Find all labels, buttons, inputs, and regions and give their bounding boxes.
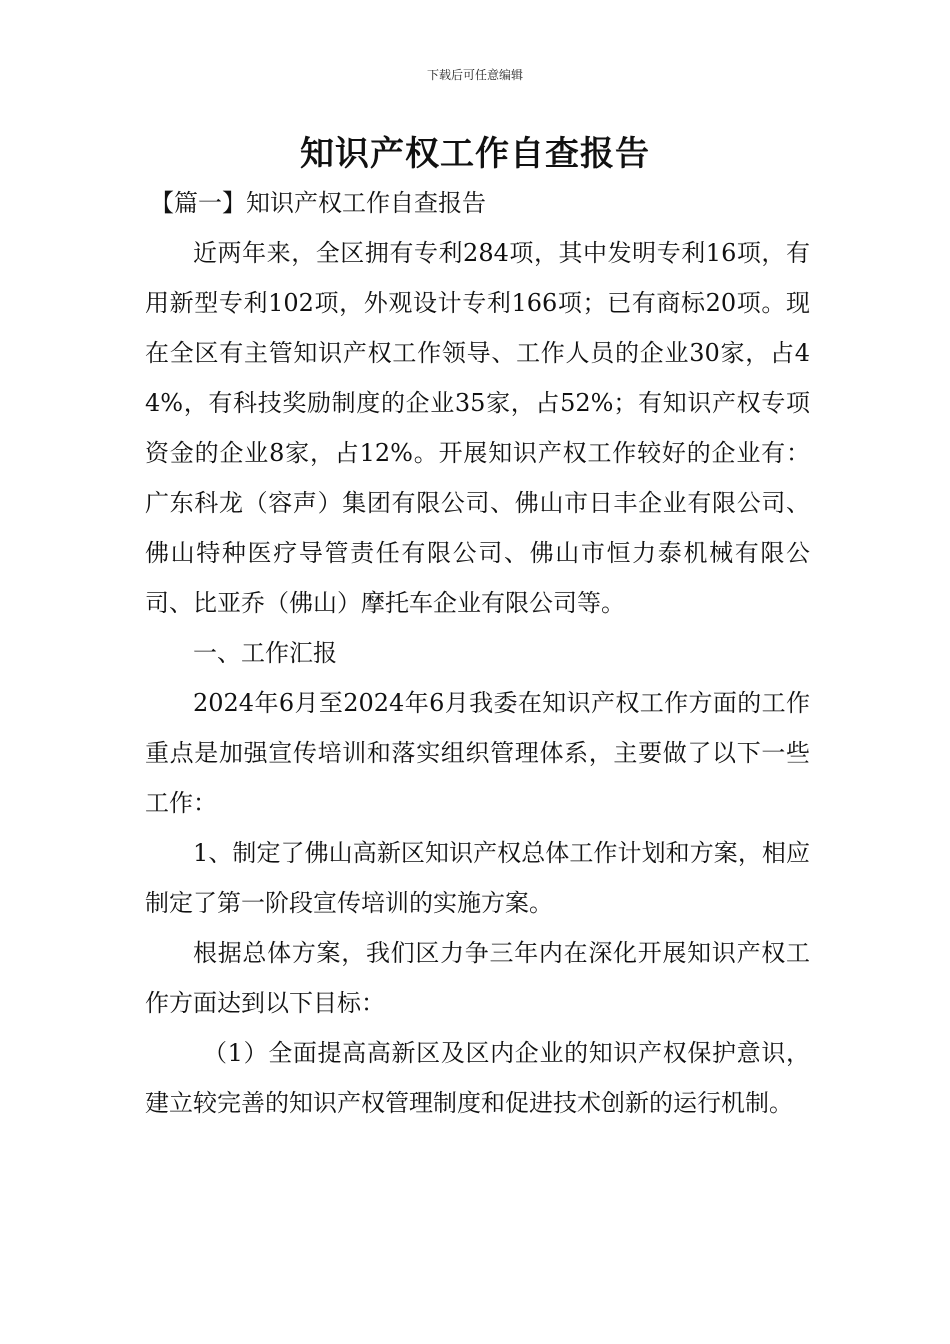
paragraph-statistics: 近两年来，全区拥有专利284项，其中发明专利16项，有用新型专利102项，外观设计专利166项；已有商标20项。现在全区有主管知识产权工作领导、工作人员的企业30家，占44%，有科技奖励制度的企业35家，占52%；有知识产权专项资金的企业8家，占12%。开展知识产权工作较好的企业有：广东科龙（容声）集团有限公司、佛山市日丰企业有限公司、佛山特种医疗导管责任有限公司、佛山市恒力泰机械有限公司、比亚乔（佛山）摩托车企业有限公司等。 (145, 239, 810, 617)
section-heading: 【篇一】知识产权工作自查报告 (150, 189, 486, 217)
paragraph-item-1: 1、制定了佛山高新区知识产权总体工作计划和方案，相应制定了第一阶段宣传培训的实施方案。 (145, 839, 810, 917)
paragraph-goals-intro: 根据总体方案，我们区力争三年内在深化开展知识产权工作方面达到以下目标： (145, 939, 810, 1017)
paragraph-work-focus: 2024年6月至2024年6月我委在知识产权工作方面的工作重点是加强宣传培训和落实组织管理体系，主要做了以下一些工作： (145, 689, 810, 817)
body-text (145, 228, 810, 1128)
header-note: 下载后可任意编辑 (426, 68, 523, 82)
paragraph-work-report-heading: 一、工作汇报 (193, 639, 337, 667)
document-title: 知识产权工作自查报告 (300, 134, 650, 174)
paragraph-goal-1: （1）全面提高高新区及区内企业的知识产权保护意识，建立较完善的知识产权管理制度和促进技术创新的运行机制。 (145, 1039, 810, 1117)
